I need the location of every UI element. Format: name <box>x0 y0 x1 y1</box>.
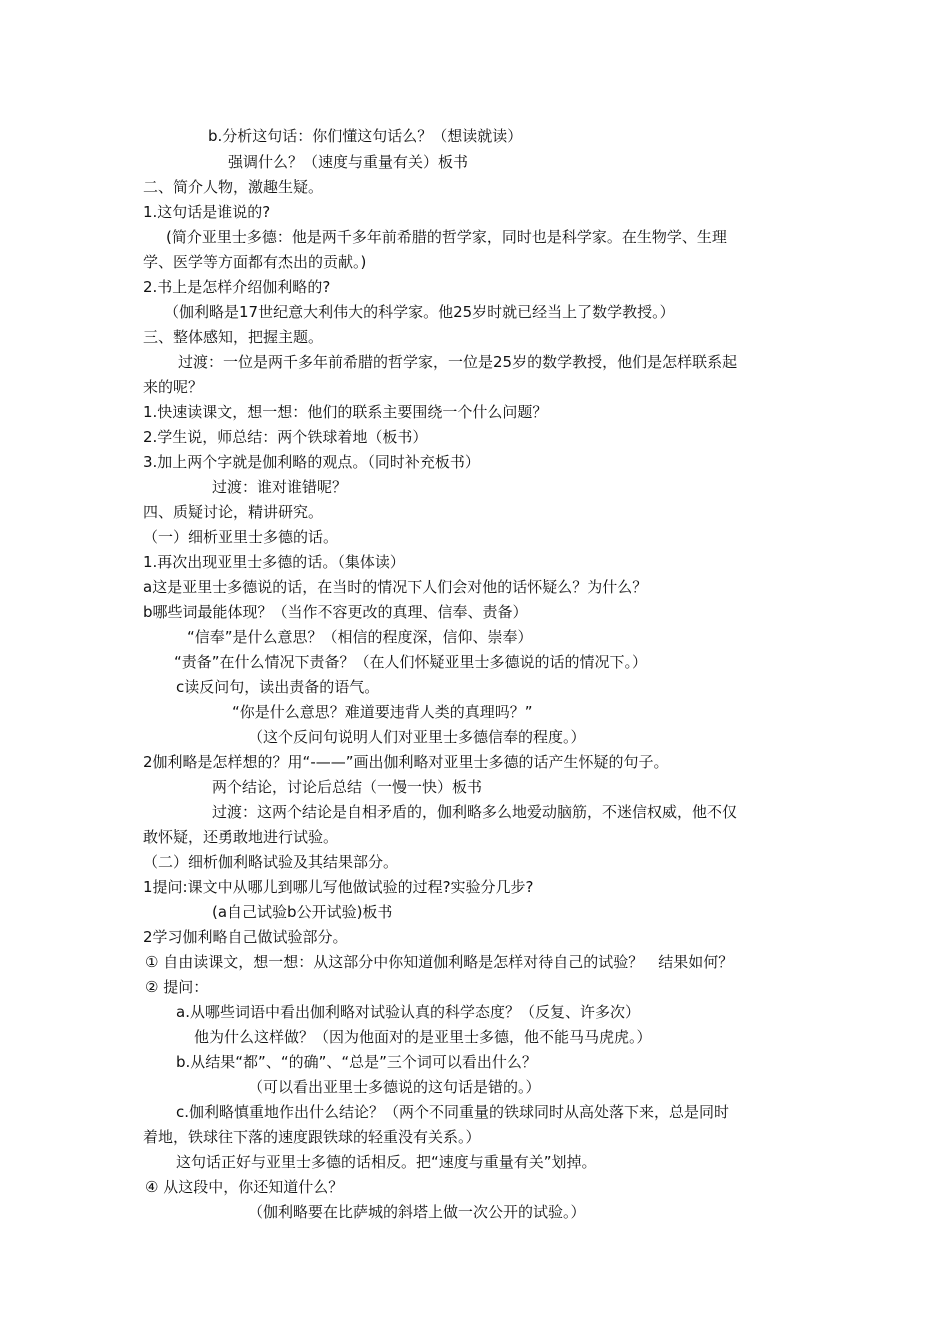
text-line: a.从哪些词语中看出伽利略对试验认真的科学态度？（反复、许多次） <box>176 1003 640 1021</box>
text-line: b.分析这句话：你们懂这句话么？（想读就读） <box>208 127 523 145</box>
text-line: （伽利略是17世纪意大利伟大的科学家。他25岁时就已经当上了数学教授。） <box>164 303 675 321</box>
text-line: c.伽利略慎重地作出什么结论？（两个不同重量的铁球同时从高处落下来，总是同时 <box>176 1103 730 1121</box>
text-line: 过渡：这两个结论是自相矛盾的，伽利略多么地爱动脑筋，不迷信权威，他不仅 <box>212 803 738 821</box>
text-line: 2.书上是怎样介绍伽利略的? <box>143 278 331 296</box>
text-line: 1.快速读课文，想一想：他们的联系主要围绕一个什么问题？ <box>143 403 548 421</box>
text-line: 过渡：一位是两千多年前希腊的哲学家，一位是25岁的数学教授，他们是怎样联系起 <box>178 353 738 371</box>
text-line: 来的呢？ <box>143 378 204 396</box>
text-line: b.从结果“都”、“的确”、“总是”三个词可以看出什么？ <box>176 1053 537 1071</box>
text-line: （可以看出亚里士多德说的这句话是错的。） <box>248 1078 541 1096</box>
text-line: 2伽利略是怎样想的？用“-——”画出伽利略对亚里士多德的话产生怀疑的句子。 <box>143 753 669 771</box>
section-heading: 四、质疑讨论，精讲研究。 <box>143 503 324 521</box>
text-line: 这句话正好与亚里士多德的话相反。把“速度与重量有关”划掉。 <box>176 1153 597 1171</box>
text-line: 两个结论，讨论后总结（一慢一快）板书 <box>212 778 483 796</box>
text-line: （这个反问句说明人们对亚里士多德信奉的程度。） <box>248 728 586 746</box>
text-line: ④ 从这段中，你还知道什么？ <box>145 1178 344 1196</box>
text-line: 他为什么这样做？（因为他面对的是亚里士多德，他不能马马虎虎。） <box>194 1028 652 1046</box>
text-line: “你是什么意思？难道要违背人类的真理吗？” <box>232 703 533 721</box>
text-line: 1.这句话是谁说的? <box>143 203 271 221</box>
text-line: c读反问句，读出责备的语气。 <box>176 678 380 696</box>
text-line: a这是亚里士多德说的话，在当时的情况下人们会对他的话怀疑么？为什么？ <box>143 578 648 596</box>
section-heading: 三、整体感知，把握主题。 <box>143 328 324 346</box>
text-line: 着地，铁球往下落的速度跟铁球的轻重没有关系。） <box>143 1128 481 1146</box>
subsection-heading: （二）细析伽利略试验及其结果部分。 <box>143 853 399 871</box>
text-line: （伽利略要在比萨城的斜塔上做一次公开的试验。） <box>248 1203 586 1221</box>
text-line: 1.再次出现亚里士多德的话。（集体读） <box>143 553 405 571</box>
text-line: (简介亚里士多德：他是两千多年前希腊的哲学家，同时也是科学家。在生物学、生理 <box>166 228 727 246</box>
text-line: 2.学生说，师总结：两个铁球着地（板书） <box>143 428 428 446</box>
text-line: b哪些词最能体现？（当作不容更改的真理、信奉、责备） <box>143 603 528 621</box>
text-line: ① 自由读课文，想一想：从这部分中你知道伽利略是怎样对待自己的试验？ 结果如何？ <box>145 953 734 971</box>
section-heading: 二、简介人物，激趣生疑。 <box>143 178 324 196</box>
text-line: “责备”在什么情况下责备？（在人们怀疑亚里士多德说的话的情况下。） <box>174 653 648 671</box>
text-line: 3.加上两个字就是伽利略的观点。（同时补充板书） <box>143 453 480 471</box>
text-line: 学、医学等方面都有杰出的贡献。) <box>143 253 367 271</box>
text-line: 过渡：谁对谁错呢？ <box>212 478 348 496</box>
text-line: “信奉”是什么意思？（相信的程度深，信仰、崇奉） <box>187 628 533 646</box>
text-line: 强调什么？（速度与重量有关）板书 <box>228 153 469 171</box>
text-line: (a自己试验b公开试验)板书 <box>212 903 393 921</box>
text-line: ② 提问： <box>145 978 209 996</box>
subsection-heading: （一）细析亚里士多德的话。 <box>143 528 339 546</box>
text-line: 2学习伽利略自己做试验部分。 <box>143 928 348 946</box>
text-line: 1提问:课文中从哪儿到哪儿写他做试验的过程?实验分几步? <box>143 878 534 896</box>
text-line: 敢怀疑，还勇敢地进行试验。 <box>143 828 339 846</box>
